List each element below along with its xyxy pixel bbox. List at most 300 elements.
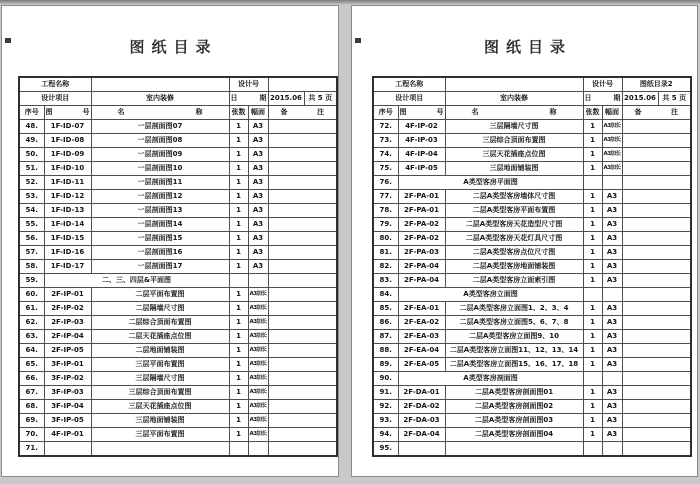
project-name-value — [91, 77, 229, 92]
page-corner-mark — [5, 38, 11, 43]
sheet-format: A3加长 — [602, 162, 622, 176]
row-index: 71. — [19, 442, 44, 457]
drawing-number: 2F-EA-01 — [398, 302, 445, 316]
row-index: 77. — [373, 190, 398, 204]
sheet-format: A3 — [602, 190, 622, 204]
table-row — [19, 372, 337, 386]
sheet-count: 1 — [583, 428, 602, 442]
sheet-format: A3 — [602, 386, 622, 400]
sheet-format: A3加长 — [248, 400, 268, 414]
design-item-value: 室内装修 — [91, 92, 229, 106]
drawing-name — [445, 442, 583, 457]
sheet-format: A3加长 — [602, 134, 622, 148]
sheet-format: A3加长 — [248, 386, 268, 400]
remark — [622, 190, 691, 204]
col-header-index: 序号 — [373, 106, 398, 120]
drawing-number: 1F-ID-09 — [44, 148, 91, 162]
table-row — [19, 442, 337, 457]
row-index: 64. — [19, 344, 44, 358]
design-item-row — [19, 92, 337, 106]
sheet-count: 1 — [583, 246, 602, 260]
row-index: 52. — [19, 176, 44, 190]
sheet-count: 1 — [229, 204, 248, 218]
remark — [268, 316, 337, 330]
catalog-page-2 — [351, 5, 698, 477]
page-corner-mark — [355, 38, 361, 43]
row-index: 58. — [19, 260, 44, 274]
drawing-name: 一层剖面图13 — [91, 204, 229, 218]
row-index: 81. — [373, 246, 398, 260]
row-index: 53. — [19, 190, 44, 204]
remark — [622, 400, 691, 414]
sheet-format — [602, 288, 622, 302]
row-index: 59. — [19, 274, 44, 288]
window-top-edge — [0, 0, 700, 4]
remark — [268, 232, 337, 246]
table-row — [19, 176, 337, 190]
section-title: A类型客房平面图 — [398, 176, 583, 190]
drawing-name: 二层A类型客房剖面图04 — [445, 428, 583, 442]
row-index: 51. — [19, 162, 44, 176]
row-index: 86. — [373, 316, 398, 330]
table-row — [373, 428, 691, 442]
table-row — [373, 218, 691, 232]
row-index: 93. — [373, 414, 398, 428]
drawing-number: 1F-ID-11 — [44, 176, 91, 190]
section-row — [373, 372, 691, 386]
date-value: 2015.06 — [622, 92, 658, 106]
drawing-name: 一层剖面图17 — [91, 260, 229, 274]
drawing-number: 2F-EA-05 — [398, 358, 445, 372]
table-row — [19, 246, 337, 260]
remark — [622, 148, 691, 162]
table-row — [373, 386, 691, 400]
remark — [622, 260, 691, 274]
sheet-count: 1 — [583, 302, 602, 316]
design-item-label: 设计项目 — [19, 92, 91, 106]
section-title: A类型客房立面图 — [398, 288, 583, 302]
drawing-number: 2F-PA-04 — [398, 260, 445, 274]
row-index: 79. — [373, 218, 398, 232]
sheet-count: 1 — [229, 218, 248, 232]
remark — [268, 274, 337, 288]
sheet-format: A3 — [602, 400, 622, 414]
table-row — [373, 344, 691, 358]
sheet-count: 1 — [229, 288, 248, 302]
sheet-count: 1 — [229, 372, 248, 386]
design-item-row — [373, 92, 691, 106]
remark — [268, 358, 337, 372]
sheet-format: A3 — [602, 246, 622, 260]
remark — [268, 302, 337, 316]
drawing-name: 二层A类型客房墙体尺寸图 — [445, 190, 583, 204]
drawing-name: 二层A类型客房立面图1、2、3、4 — [445, 302, 583, 316]
table-row — [373, 162, 691, 176]
section-title: A类型客房剖面图 — [398, 372, 583, 386]
date-value: 2015.06 — [268, 92, 304, 106]
sheet-count: 1 — [229, 134, 248, 148]
table-row — [19, 232, 337, 246]
row-index: 91. — [373, 386, 398, 400]
row-index: 82. — [373, 260, 398, 274]
remark — [622, 344, 691, 358]
sheet-format: A3 — [248, 204, 268, 218]
drawing-number: 4F-IP-05 — [398, 162, 445, 176]
row-index: 50. — [19, 148, 44, 162]
project-info-row — [19, 77, 337, 92]
remark — [622, 442, 691, 457]
row-index: 61. — [19, 302, 44, 316]
total-pages: 共 5 页 — [658, 92, 691, 106]
table-row — [19, 428, 337, 442]
drawing-number: 2F-DA-01 — [398, 386, 445, 400]
table-row — [19, 204, 337, 218]
drawing-name: 二层A类型客房立面图11、12、13、14 — [445, 344, 583, 358]
drawing-name: 二层平面布置图 — [91, 288, 229, 302]
col-header-format: 幅面 — [602, 106, 622, 120]
sheet-count: 1 — [583, 414, 602, 428]
date-label: 日 期 — [229, 92, 268, 106]
table-row — [373, 442, 691, 457]
sheet-count: 1 — [229, 358, 248, 372]
drawing-name: 二层A类型客房剖面图02 — [445, 400, 583, 414]
drawing-number: 4F-IP-01 — [44, 428, 91, 442]
sheet-count: 1 — [583, 120, 602, 134]
sheet-count: 1 — [583, 190, 602, 204]
table-row — [373, 232, 691, 246]
row-index: 54. — [19, 204, 44, 218]
sheet-format: A3 — [602, 204, 622, 218]
sheet-count — [583, 288, 602, 302]
table-row — [19, 190, 337, 204]
sheet-format: A3 — [602, 414, 622, 428]
drawing-name: 一层剖面图14 — [91, 218, 229, 232]
sheet-count: 1 — [583, 358, 602, 372]
sheet-format: A3 — [248, 176, 268, 190]
drawing-number: 3F-IP-04 — [44, 400, 91, 414]
sheet-count: 1 — [229, 120, 248, 134]
row-index: 95. — [373, 442, 398, 457]
remark — [622, 134, 691, 148]
sheet-count — [229, 274, 248, 288]
drawing-number — [398, 442, 445, 457]
table-row — [373, 204, 691, 218]
drawing-name: 一层剖面图10 — [91, 162, 229, 176]
drawing-name: 三层综合顶面布置图 — [445, 134, 583, 148]
column-header-row — [373, 106, 691, 120]
drawing-number: 2F-DA-02 — [398, 400, 445, 414]
drawing-name: 二层隔墙尺寸图 — [91, 302, 229, 316]
col-header-index: 序号 — [19, 106, 44, 120]
drawing-number — [44, 442, 91, 457]
row-index: 72. — [373, 120, 398, 134]
drawing-name: 一层剖面图15 — [91, 232, 229, 246]
table-row — [19, 414, 337, 428]
table-row — [373, 260, 691, 274]
sheet-format: A3 — [602, 358, 622, 372]
sheet-format: A3 — [602, 232, 622, 246]
sheet-count: 1 — [229, 232, 248, 246]
table-row — [19, 302, 337, 316]
drawing-name — [91, 442, 229, 457]
date-label: 日 期 — [583, 92, 622, 106]
drawing-number: 1F-ID-17 — [44, 260, 91, 274]
table-row — [373, 274, 691, 288]
drawing-index-table — [18, 76, 338, 457]
section-row — [373, 176, 691, 190]
remark — [622, 358, 691, 372]
sheet-count — [583, 442, 602, 457]
remark — [268, 372, 337, 386]
row-index: 76. — [373, 176, 398, 190]
remark — [622, 120, 691, 134]
remark — [268, 428, 337, 442]
drawing-number: 2F-IP-04 — [44, 330, 91, 344]
remark — [622, 316, 691, 330]
drawing-name: 三层天花插座点位图 — [91, 400, 229, 414]
col-header-format: 幅面 — [248, 106, 268, 120]
page-title: 图纸目录 — [129, 38, 218, 56]
design-item-value: 室内装修 — [445, 92, 583, 106]
col-header-sheets: 张数 — [229, 106, 248, 120]
sheet-format: A3加长 — [602, 120, 622, 134]
row-index: 85. — [373, 302, 398, 316]
remark — [622, 288, 691, 302]
remark — [622, 302, 691, 316]
col-header-remark: 备 注 — [622, 106, 691, 120]
drawing-number: 4F-IP-02 — [398, 120, 445, 134]
table-row — [19, 218, 337, 232]
row-index: 55. — [19, 218, 44, 232]
col-header-name: 名 称 — [91, 106, 229, 120]
design-item-label: 设计项目 — [373, 92, 445, 106]
sheet-format: A3 — [602, 344, 622, 358]
remark — [268, 386, 337, 400]
sheet-count: 1 — [229, 386, 248, 400]
remark — [268, 218, 337, 232]
drawing-number: 3F-IP-01 — [44, 358, 91, 372]
remark — [622, 162, 691, 176]
sheet-count: 1 — [229, 400, 248, 414]
remark — [622, 414, 691, 428]
table-row — [373, 190, 691, 204]
remark — [622, 386, 691, 400]
sheet-count: 1 — [583, 274, 602, 288]
drawing-name: 三层地面铺装图 — [445, 162, 583, 176]
table-row — [19, 134, 337, 148]
table-row — [373, 148, 691, 162]
col-header-name: 名 称 — [445, 106, 583, 120]
table-row — [373, 302, 691, 316]
sheet-format: A3加长 — [248, 372, 268, 386]
sheet-format: A3 — [602, 274, 622, 288]
sheet-count: 1 — [583, 344, 602, 358]
drawing-name: 一层剖面图11 — [91, 176, 229, 190]
row-index: 70. — [19, 428, 44, 442]
table-row — [19, 344, 337, 358]
remark — [622, 372, 691, 386]
remark — [268, 120, 337, 134]
remark — [622, 274, 691, 288]
sheet-format: A3 — [248, 260, 268, 274]
table-row — [373, 134, 691, 148]
sheet-format: A3加长 — [248, 330, 268, 344]
row-index: 68. — [19, 400, 44, 414]
sheet-count: 1 — [583, 400, 602, 414]
remark — [268, 204, 337, 218]
remark — [268, 260, 337, 274]
row-index: 73. — [373, 134, 398, 148]
catalog-page-1 — [1, 5, 339, 477]
project-name-label: 工程名称 — [19, 77, 91, 92]
drawing-number: 3F-IP-03 — [44, 386, 91, 400]
drawing-name: 三层综合顶面布置图 — [91, 386, 229, 400]
row-index: 90. — [373, 372, 398, 386]
drawing-name: 二层A类型客房点位尺寸图 — [445, 246, 583, 260]
sheet-format: A3 — [248, 134, 268, 148]
remark — [268, 414, 337, 428]
sheet-format: A3 — [602, 302, 622, 316]
drawing-number: 2F-IP-03 — [44, 316, 91, 330]
sheet-count: 1 — [229, 414, 248, 428]
row-index: 57. — [19, 246, 44, 260]
drawing-number: 2F-IP-01 — [44, 288, 91, 302]
drawing-name: 二层A类型客房剖面图01 — [445, 386, 583, 400]
table-row — [19, 162, 337, 176]
remark — [268, 246, 337, 260]
drawing-number: 2F-PA-03 — [398, 246, 445, 260]
drawing-name: 三层隔墙尺寸图 — [445, 120, 583, 134]
project-info-row — [373, 77, 691, 92]
drawing-number: 2F-DA-04 — [398, 428, 445, 442]
drawing-name: 二层A类型客房立面索引图 — [445, 274, 583, 288]
sheet-count: 1 — [229, 302, 248, 316]
table-row — [373, 400, 691, 414]
drawing-number: 1F-ID-15 — [44, 232, 91, 246]
table-row — [19, 120, 337, 134]
sheet-format: A3加长 — [248, 428, 268, 442]
remark — [268, 176, 337, 190]
sheet-count: 1 — [229, 428, 248, 442]
drawing-name: 二层综合顶面布置图 — [91, 316, 229, 330]
drawing-name: 二层地面铺装图 — [91, 344, 229, 358]
sheet-format: A3 — [602, 260, 622, 274]
sheet-format: A3加长 — [248, 302, 268, 316]
drawing-number: 4F-IP-03 — [398, 134, 445, 148]
row-index: 63. — [19, 330, 44, 344]
drawing-name: 二层A类型客房地面铺装图 — [445, 260, 583, 274]
table-row — [373, 316, 691, 330]
row-index: 78. — [373, 204, 398, 218]
drawing-number: 2F-IP-05 — [44, 344, 91, 358]
table-row — [373, 120, 691, 134]
sheet-format: A3 — [248, 120, 268, 134]
row-index: 48. — [19, 120, 44, 134]
drawing-name: 一层剖面图09 — [91, 148, 229, 162]
section-row — [19, 274, 337, 288]
remark — [622, 246, 691, 260]
design-no-value — [268, 77, 337, 92]
drawing-name: 三层平面布置图 — [91, 358, 229, 372]
drawing-name: 三层地面铺装图 — [91, 414, 229, 428]
drawing-number: 1F-ID-12 — [44, 190, 91, 204]
col-header-remark: 备 注 — [268, 106, 337, 120]
drawing-name: 一层剖面图12 — [91, 190, 229, 204]
remark — [622, 232, 691, 246]
sheet-format: A3加长 — [248, 358, 268, 372]
sheet-count: 1 — [583, 232, 602, 246]
drawing-name: 二层A类型客房天花灯具尺寸图 — [445, 232, 583, 246]
design-no-value: 图纸目录2 — [622, 77, 691, 92]
remark — [622, 204, 691, 218]
remark — [622, 218, 691, 232]
section-row — [373, 288, 691, 302]
row-index: 56. — [19, 232, 44, 246]
table-row — [19, 288, 337, 302]
row-index: 83. — [373, 274, 398, 288]
table-row — [19, 316, 337, 330]
drawing-index-table — [372, 76, 692, 457]
drawing-number: 2F-PA-01 — [398, 204, 445, 218]
sheet-count: 1 — [229, 148, 248, 162]
sheet-count: 1 — [583, 260, 602, 274]
row-index: 94. — [373, 428, 398, 442]
sheet-count: 1 — [583, 218, 602, 232]
drawing-number: 2F-EA-02 — [398, 316, 445, 330]
table-row — [373, 414, 691, 428]
sheet-format: A3加长 — [248, 288, 268, 302]
drawing-name: 二层A类型客房立面图5、6、7、8 — [445, 316, 583, 330]
drawing-number: 4F-IP-04 — [398, 148, 445, 162]
sheet-count — [583, 372, 602, 386]
remark — [622, 428, 691, 442]
drawing-name: 一层剖面图08 — [91, 134, 229, 148]
sheet-count — [583, 176, 602, 190]
sheet-count: 1 — [583, 330, 602, 344]
table-row — [373, 330, 691, 344]
remark — [268, 288, 337, 302]
drawing-number: 3F-IP-02 — [44, 372, 91, 386]
sheet-format — [248, 442, 268, 457]
row-index: 74. — [373, 148, 398, 162]
row-index: 62. — [19, 316, 44, 330]
col-header-drawing-no: 图 号 — [398, 106, 445, 120]
remark — [268, 330, 337, 344]
table-row — [373, 246, 691, 260]
sheet-format: A3 — [248, 232, 268, 246]
drawing-number: 2F-PA-04 — [398, 274, 445, 288]
sheet-format — [602, 442, 622, 457]
design-no-label: 设计号 — [229, 77, 268, 92]
sheet-format: A3 — [248, 190, 268, 204]
table-row — [19, 260, 337, 274]
sheet-count: 1 — [583, 386, 602, 400]
drawing-number: 2F-PA-02 — [398, 232, 445, 246]
drawing-name: 一层剖面图16 — [91, 246, 229, 260]
drawing-number: 2F-EA-03 — [398, 330, 445, 344]
remark — [268, 162, 337, 176]
total-pages: 共 5 页 — [304, 92, 337, 106]
design-no-label: 设计号 — [583, 77, 622, 92]
drawing-name: 三层平面布置图 — [91, 428, 229, 442]
project-name-value — [445, 77, 583, 92]
sheet-count: 1 — [583, 134, 602, 148]
drawing-name: 二层A类型客房剖面图03 — [445, 414, 583, 428]
remark — [268, 134, 337, 148]
sheet-format — [602, 372, 622, 386]
row-index: 67. — [19, 386, 44, 400]
table-row — [19, 148, 337, 162]
